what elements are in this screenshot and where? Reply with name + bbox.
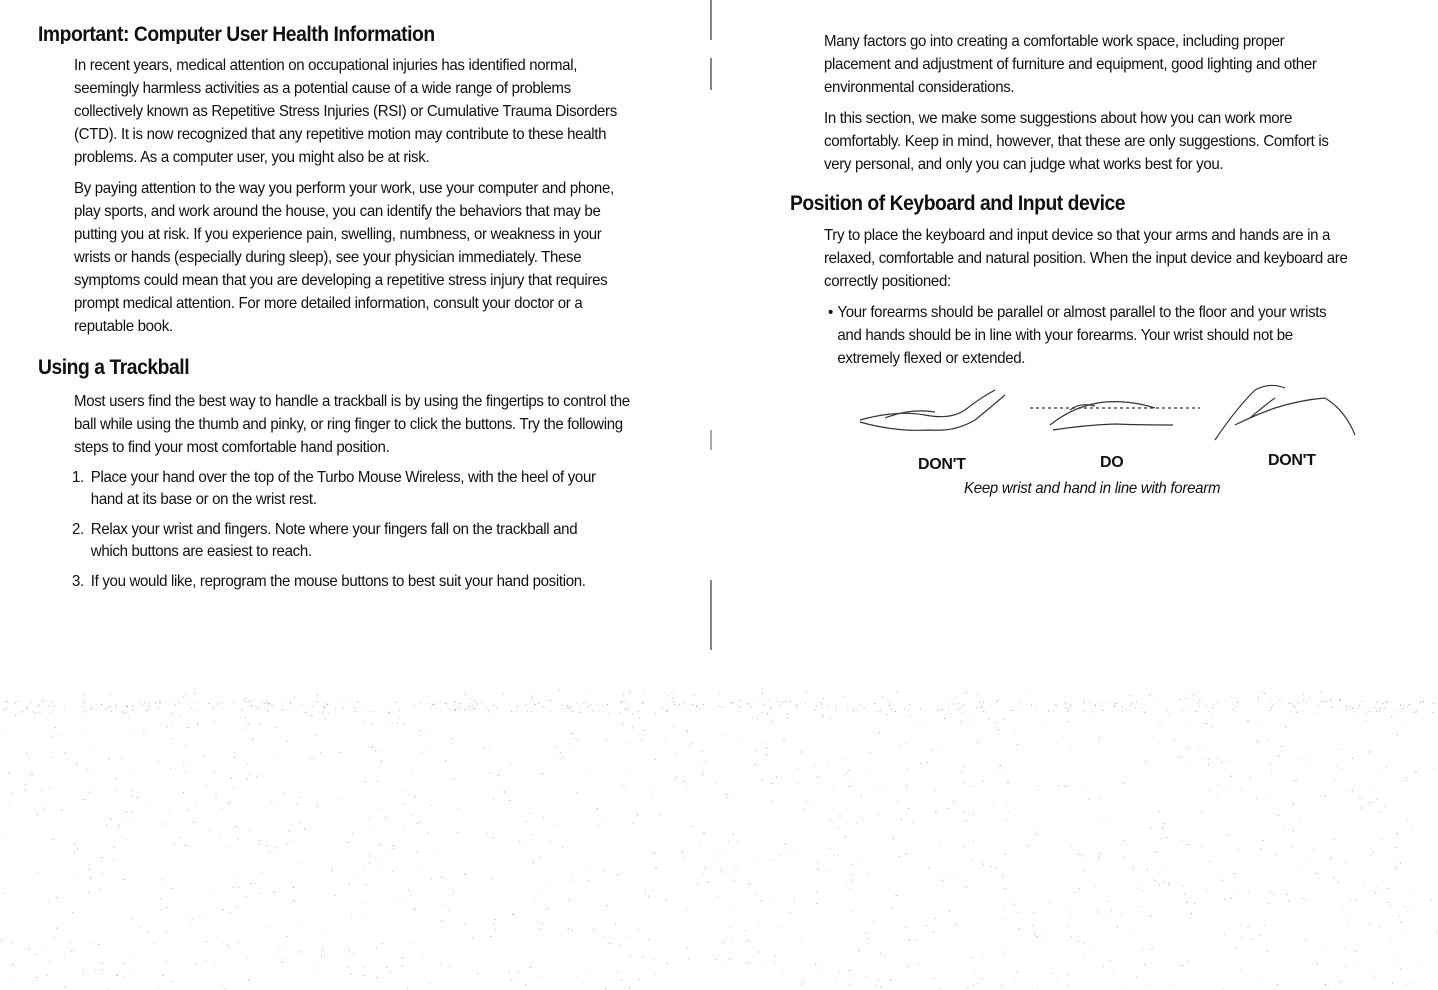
suggestions-paragraph: In this section, we make some suggestions about how you can work more comfortably. Keep in mind, however, that these are only suggestions. Comfort is very personal, and only you can judge what works best for you. xyxy=(824,110,1329,173)
figure-caption: Keep wrist and hand in line with forearm xyxy=(964,480,1221,497)
right-page xyxy=(790,30,1390,370)
dont-label-2: DON'T xyxy=(1268,452,1316,469)
wrist-position-illustration xyxy=(855,380,1375,460)
do-label: DO xyxy=(1100,454,1124,471)
step-item: 1. Place your hand over the top of the Turbo Mouse Wireless, with the heel of your hand at its base or on the wrist rest. xyxy=(72,469,596,508)
step-item: 2. Relax your wrist and fingers. Note where your fingers fall on the trackball and which buttons are easiest to reach. xyxy=(72,521,578,560)
trackball-heading: Using a Trackball xyxy=(38,356,190,379)
trackball-paragraph: Most users find the best way to handle a trackball is by using the fingertips to control the ball while using the thumb and pinky, or ring finger to click the buttons. Try the following steps to find your most comfortable hand position. xyxy=(74,393,630,456)
risk-paragraph: By paying attention to the way you perform your work, use your computer and phone, play sports, and work around the house, you can identify the behaviors that may be putting you at risk. If you experience pain, swelling, numbness, or weakness in your wrists or hands (especially during sleep), see your physician immediately. These symptoms could mean that you are developing a repetitive stress injury that requires prompt medical attention. For more detailed information, consult your doctor or a reputable book. xyxy=(74,180,614,335)
health-heading: Important: Computer User Health Information xyxy=(38,23,435,44)
workspace-paragraph: Many factors go into creating a comfortable work space, including proper placement and adjustment of furniture and equipment, good lighting and other environmental considerations. xyxy=(824,33,1317,96)
forearm-bullet: • Your forearms should be parallel or almost parallel to the floor and your wrists and hands should be in line with your forearms. Your wrist should not be extremely flexed or extended. xyxy=(828,304,1327,367)
step-item: 3. If you would like, reprogram the mouse buttons to best suit your hand position. xyxy=(72,573,586,590)
rsi-paragraph: In recent years, medical attention on occupational injuries has identified normal, seemingly harmless activities as a potential cause of a wide range of problems collectively known as Repetitive Stress Injuries (RSI) or Cumulative Trauma Disorders (CTD). It is now recognized that any repetitive motion may contribute to these health problems. As a computer user, you might also be at risk. xyxy=(74,57,617,166)
scan-noise-decoration xyxy=(0,690,1438,990)
trackball-steps xyxy=(72,467,652,593)
hand-neutral-icon xyxy=(1030,402,1200,430)
hand-flexed-icon xyxy=(860,390,1005,430)
left-page xyxy=(38,22,678,601)
keyboard-heading: Position of Keyboard and Input device xyxy=(790,192,1126,215)
page-gutter-line xyxy=(710,0,712,660)
hand-extended-icon xyxy=(1215,385,1355,440)
position-paragraph: Try to place the keyboard and input device so that your arms and hands are in a relaxed, comfortable and natural position. When the input device and keyboard are correctly positioned: xyxy=(824,227,1348,290)
dont-label-1: DON'T xyxy=(918,456,966,473)
